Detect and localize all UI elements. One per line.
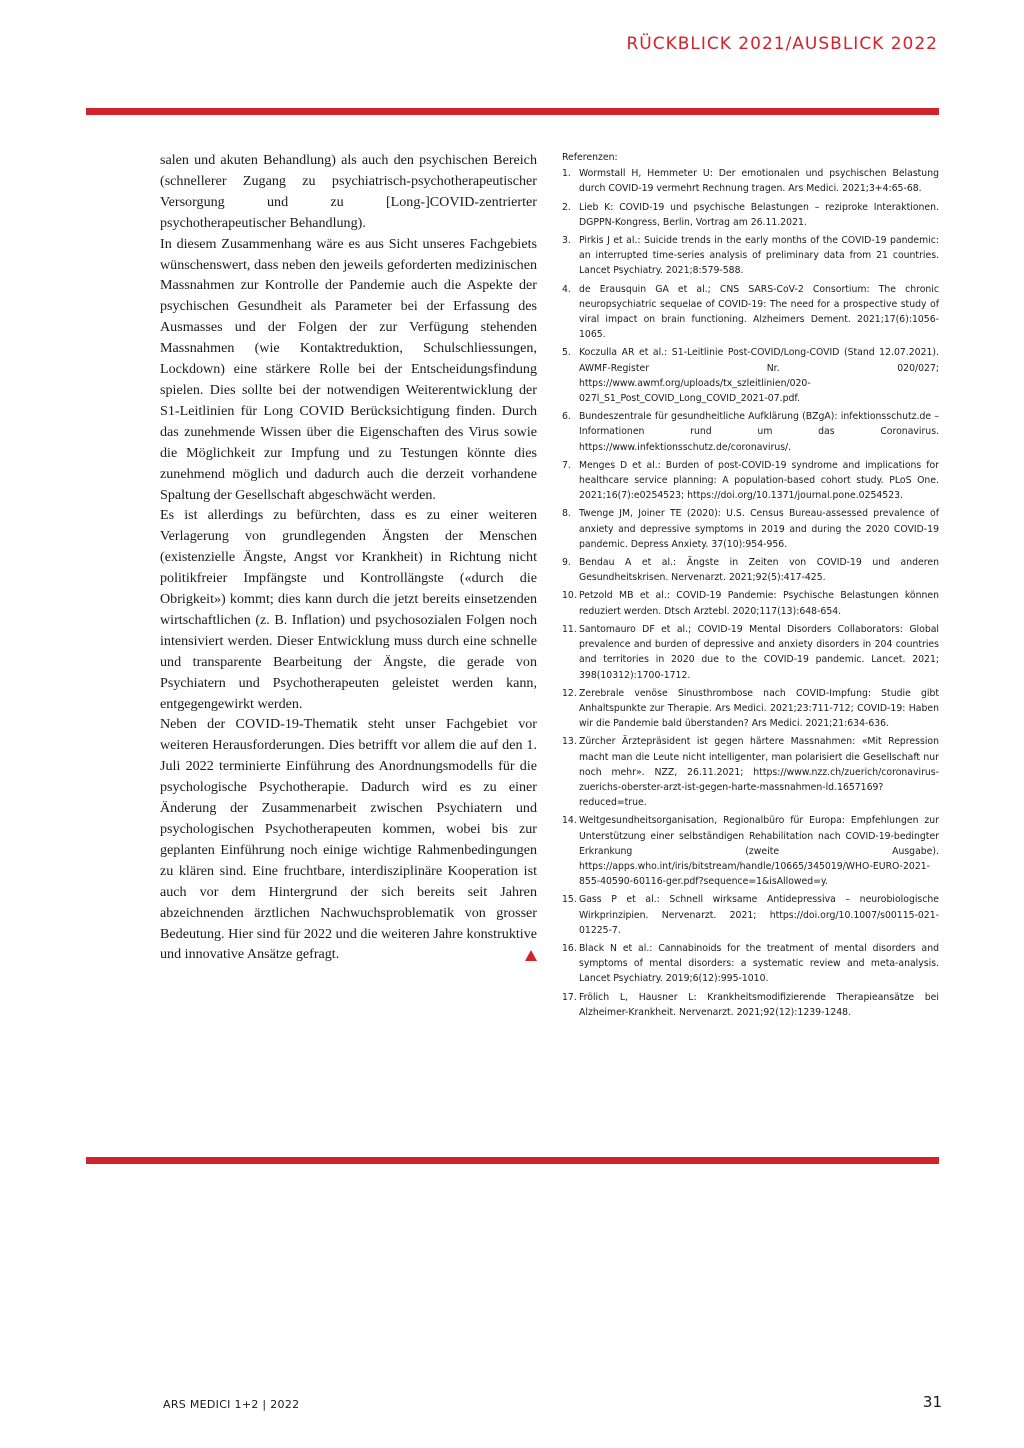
reference-text: Bendau A et al.: Ängste in Zeiten von COVID-19 und anderen Gesundheitskrisen. Nervenarzt. 2021;92(5):417-425. [579, 557, 939, 584]
reference-item [562, 345, 939, 406]
reference-item [562, 200, 939, 230]
reference-item [562, 686, 939, 732]
reference-text: de Erausquin GA et al.; CNS SARS-CoV-2 Consortium: The chronic neuropsychiatric sequelae of COVID-19: The need for a prospective study of viral impact on brain functioning. Alzheimers Dement. 2021;17(6):1056-1065. [579, 283, 939, 341]
reference-number: 12. [562, 687, 577, 699]
section-title: RÜCKBLICK 2021/AUSBLICK 2022 [626, 34, 938, 54]
reference-item [562, 506, 939, 552]
reference-number: 14. [562, 815, 577, 827]
reference-number: 17. [562, 991, 577, 1003]
body-paragraph [160, 714, 537, 965]
reference-number: 11. [562, 623, 577, 635]
reference-text: Petzold MB et al.: COVID-19 Pandemie: Psychische Belastungen können reduziert werden. Dtsch Arztebl. 2020;117(13):648-654. [579, 590, 939, 617]
reference-item [562, 233, 939, 279]
reference-number: 13. [562, 736, 577, 748]
reference-item [562, 892, 939, 938]
reference-item [562, 622, 939, 683]
reference-number: 4. [562, 283, 571, 295]
bottom-divider [86, 1157, 939, 1164]
reference-item [562, 588, 939, 618]
reference-item [562, 941, 939, 987]
body-paragraph: salen und akuten Behandlung) als auch den psychischen Bereich (schnellerer Zugang zu psychiatrisch-psychotherapeutischer Versorgung und zu [Long-]COVID-zentrierter psychotherapeutischer Behandlung). [160, 152, 537, 231]
page-number: 31 [922, 1393, 942, 1411]
reference-number: 16. [562, 942, 577, 954]
references-section [562, 150, 939, 1023]
reference-number: 6. [562, 411, 571, 423]
article-body [160, 150, 537, 965]
references-list [562, 166, 939, 1020]
reference-number: 7. [562, 459, 571, 471]
reference-text: Wormstall H, Hemmeter U: Der emotionalen und psychischen Belastung durch COVID-19 vermehrt Rechnung tragen. Ars Medici. 2021;3+4:65-68. [579, 168, 939, 195]
reference-number: 8. [562, 508, 571, 520]
reference-number: 3. [562, 235, 571, 247]
reference-number: 5. [562, 347, 571, 359]
end-of-article-icon [525, 950, 537, 961]
reference-text: Lieb K: COVID-19 und psychische Belastungen – reziproke Interaktionen. DGPPN-Kongress, Berlin, Vortrag am 26.11.2021. [579, 201, 939, 228]
reference-item [562, 458, 939, 504]
reference-text: Frölich L, Hausner L: Krankheitsmodifizierende Therapieansätze bei Alzheimer-Krankheit. Nervenarzt. 2021;92(12):1239-1248. [579, 991, 939, 1018]
reference-item [562, 166, 939, 196]
top-divider [86, 108, 939, 115]
body-paragraph: In diesem Zusammenhang wäre es aus Sicht unseres Fachgebiets wünschenswert, dass neben den jeweils geforderten medizinischen Massnahmen zur Kontrolle der Pandemie auch die Aspekte der psychischen Gesundheit als Parameter bei der Erfassung des Ausmasses und der Folgen der zur Verfügung stehenden Massnahmen (wie Kontaktreduktion, Schulschliessungen, Lockdown) eine stärkere Rolle bei der Entscheidungsfindung spielen. Dies sollte bei der notwendigen Weiterentwicklung der S1-Leitlinien für Long COVID Berücksichtigung finden. Durch das zunehmende Wissen über die Eigenschaften des Virus sowie die Möglichkeit zur Impfung und zu Testungen könnte dies zunehmend möglich und dadurch auch die derzeit vorhandene Spaltung der Gesellschaft abgeschwächt werden. [160, 235, 537, 503]
reference-text: Black N et al.: Cannabinoids for the treatment of mental disorders and symptoms of mental disorders: a systematic review and meta-analysis. Lancet Psychiatry. 2019;6(12):995-1010. [579, 942, 939, 985]
body-paragraph: Es ist allerdings zu befürchten, dass es zu einer weiteren Verlagerung von grundlegenden Ängsten der Menschen (existenzielle Ängste, Angst vor Krankheit) in Richtung nicht politikfreier Impfängste und Kontrollängste («durch die Obrigkeit») kommt; dies kann durch die jetzt bereits einsetzenden wirtschaftlichen (z. B. Inflation) und psychosozialen Folgen noch intensiviert werden. Dieser Entwicklung muss durch eine schnelle und transparente Bearbeitung der Ängste, die gerade von Psychiatern und Psychotherapeuten geleistet werden kann, entgegengewirkt werden. [160, 507, 537, 712]
reference-text: Koczulla AR et al.: S1-Leitlinie Post-COVID/Long-COVID (Stand 12.07.2021). AWMF-Register Nr. 020/027; https://www.awmf.org/uploads/tx_szleitlinien/020-027l_S1_Post_COVID_Long_COVID_2021-07.pdf. [579, 347, 939, 405]
reference-text: Gass P et al.: Schnell wirksame Antidepressiva – neurobiologische Wirkprinzipien. Nervenarzt. 2021; https://doi.org/10.1007/s00115-021-01225-7. [579, 894, 939, 936]
reference-text: Bundeszentrale für gesundheitliche Aufklärung (BZgA): infektionsschutz.de – Informationen rund um das Coronavirus. https://www.infektionsschutz.de/coronavirus/. [579, 411, 939, 453]
reference-number: 15. [562, 894, 577, 906]
reference-number: 9. [562, 557, 571, 569]
reference-text: Zerebrale venöse Sinusthrombose nach COVID-Impfung: Studie gibt Anhaltspunkte zur Therapie. Ars Medici. 2021;23:711-712; COVID-19: Haben wir die Pandemie bald überstanden? Ars Medici. 2021;21:634-636. [579, 687, 939, 730]
reference-item [562, 734, 939, 810]
reference-text: Zürcher Ärztepräsident ist gegen härtere Massnahmen: «Mit Repression macht man die Leute nicht intelligenter, man polarisiert die Gesellschaft nur noch mehr». NZZ, 26.11.2021; https://www.nzz.ch/zuerich/coronavirus-zuerichs-oberster-arzt-ist-gegen-harte-massnahmen-ld.1657169?reduced=true. [579, 736, 939, 809]
journal-issue: ARS MEDICI 1+2 | 2022 [163, 1398, 300, 1411]
references-heading: Referenzen: [562, 152, 618, 163]
reference-item [562, 409, 939, 455]
reference-text: Menges D et al.: Burden of post-COVID-19 syndrome and implications for healthcare service planning: A population-based cohort study. PLoS One. 2021;16(7):e0254523; https://doi.org/10.1371/journal.pone.0254523. [579, 459, 939, 502]
reference-text: Twenge JM, Joiner TE (2020): U.S. Census Bureau-assessed prevalence of anxiety and depressive symptoms in 2019 and during the 2020 COVID-19 pandemic. Depress Anxiety. 37(10):954-956. [579, 508, 939, 550]
reference-number: 1. [562, 168, 571, 180]
reference-text: Santomauro DF et al.; COVID-19 Mental Disorders Collaborators: Global prevalence and burden of depressive and anxiety disorders in 204 countries and territories in 2020 due to the COVID-19 pandemic. Lancet. 2021; 398(10312):1700-1712. [579, 623, 939, 681]
reference-text: Weltgesundheitsorganisation, Regionalbüro für Europa: Empfehlungen zur Unterstützung einer selbständigen Rehabilitation nach COVID-19-bedingter Erkrankung (zweite Ausgabe). https://apps.who.int/iris/bitstream/handle/10665/345019/WHO-EURO-2021-855-40590-60116-ger.pdf?sequence=1&isAllowed=y. [579, 815, 939, 888]
reference-item [562, 990, 939, 1020]
reference-number: 2. [562, 201, 571, 213]
reference-text: Pirkis J et al.: Suicide trends in the early months of the COVID-19 pandemic: an interrupted time-series analysis of preliminary data from 21 countries. Lancet Psychiatry. 2021;8:579-588. [579, 235, 939, 277]
reference-item [562, 813, 939, 889]
reference-item [562, 555, 939, 585]
body-paragraph-text: Neben der COVID-19-Thematik steht unser Fachgebiet vor weiteren Herausforderungen. Dies betrifft vor allem die auf den 1. Juli 2022 terminierte Einführung des Anordnungsmodells für die psychologische Psychotherapie. Dadurch wird es zu einer Änderung der Zusammenarbeit zwischen Psychiatern und psychologischen Psychotherapeuten kommen, wobei bis zur geplanten Einführung noch einige wichtige Rahmenbedingungen zu klären sind. Eine fruchtbare, interdisziplinäre Kooperation ist auch vor dem Hintergrund der sich bereits seit Jahren abzeichnenden ärztlichen Nachwuchsproblematik von grosser Bedeutung. Hier sind für 2022 und die weiteren Jahre konstruktive und innovative Ansätze gefragt. [160, 716, 537, 963]
reference-item [562, 282, 939, 343]
reference-number: 10. [562, 590, 577, 602]
